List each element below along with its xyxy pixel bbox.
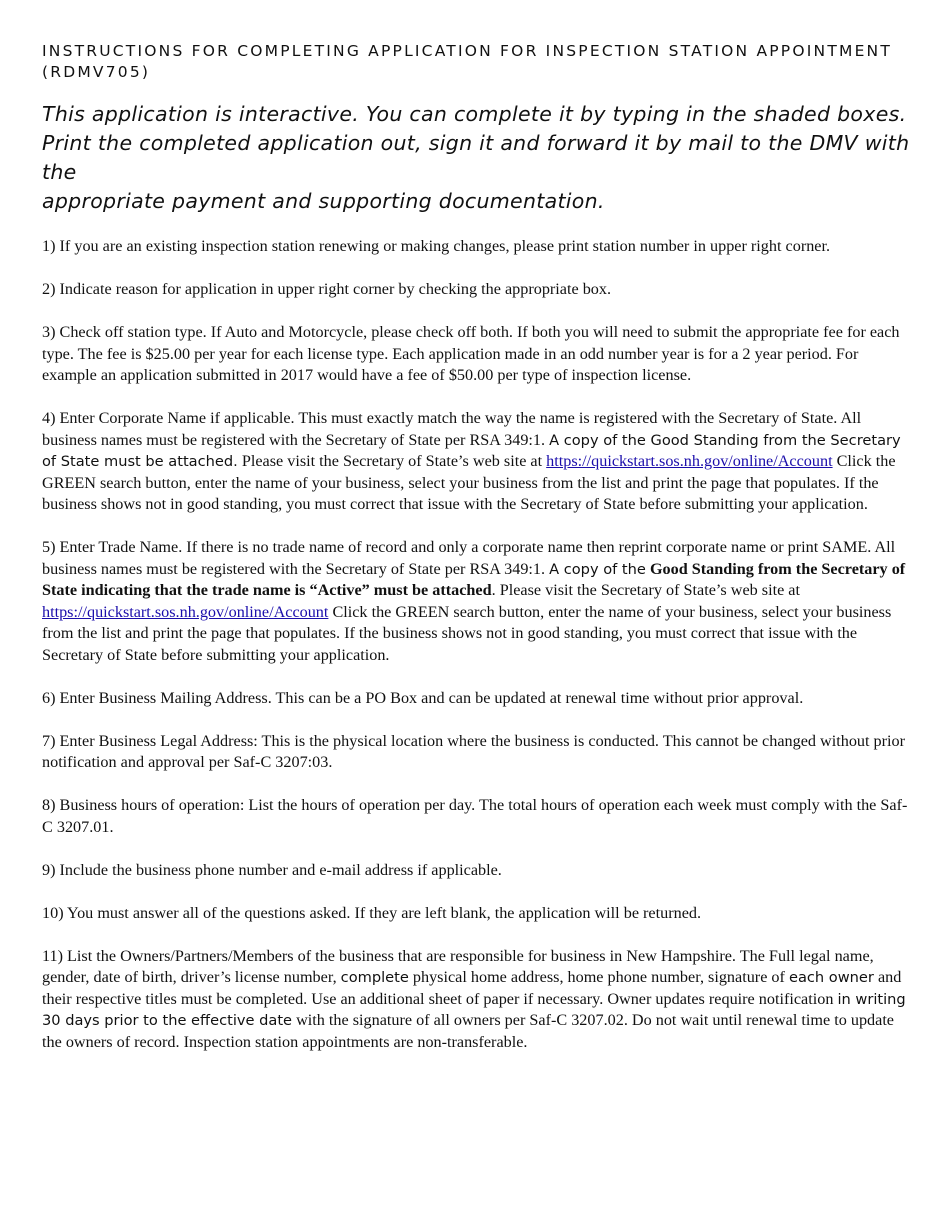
item-11-text-c: physical home address, home phone number, signature of xyxy=(408,968,789,986)
item-5-sos-link[interactable]: https://quickstart.sos.nh.gov/online/Account xyxy=(42,602,329,621)
instruction-item-5 xyxy=(42,537,914,666)
item-11-complete: complete xyxy=(340,969,409,986)
instruction-item-4 xyxy=(42,408,914,516)
item-5-bold-note: Good Standing from the Secretary of State indicating that the trade name is “Active” must be attached xyxy=(42,559,906,599)
item-4-text-a: 4) Enter Corporate Name if applicable. This must exactly match the way the name is registered with the Secretary of State. All business names must be registered with the Secretary of State per RSA 349:1. xyxy=(42,409,862,449)
item-5-text-a: 5) Enter Trade Name. If there is no trade name of record and only a corporate name then reprint corporate name or print SAME. All business names must be registered with the Secretary of State per RSA 349:1. xyxy=(42,538,896,578)
instruction-item-6: 6) Enter Business Mailing Address. This can be a PO Box and can be updated at renewal time without prior approval. xyxy=(42,688,804,707)
instruction-item-7: 7) Enter Business Legal Address: This is the physical location where the business is conducted. This cannot be changed without prior notification and approval per Saf-C 3207:03. xyxy=(42,731,906,771)
instruction-item-1: 1) If you are an existing inspection station renewing or making changes, please print station number in upper right corner. xyxy=(42,237,831,255)
document-title xyxy=(42,41,914,83)
title-line-2: (RDMV705) xyxy=(42,63,151,81)
item-4-text-d: Click the GREEN search button, enter the name of your business, select your business from the list and print the page that populates. If the business shows not in good standing, you must correct that issue with the Secretary of State before submitting your application. xyxy=(42,452,896,513)
item-5-text-d: . Please visit the Secretary of State’s web site at xyxy=(491,581,800,599)
item-11-text-g: with the signature of all owners per Saf-C 3207.02. Do not wait until renewal time to update the owners of record. Inspection station appointments are non-transferable. xyxy=(42,1011,894,1051)
item-4-good-standing-note: A copy of the Good Standing from the Secretary of State must be attached. xyxy=(42,431,901,470)
item-4-sos-link[interactable]: https://quickstart.sos.nh.gov/online/Account xyxy=(546,452,833,470)
instruction-list xyxy=(42,236,914,1053)
instruction-item-8: 8) Business hours of operation: List the hours of operation per day. The total hours of operation each week must comply with the Saf-C 3207.01. xyxy=(42,796,908,836)
item-11-in-writing: in writing 30 days prior to the effective date xyxy=(42,990,906,1029)
instruction-item-2: 2) Indicate reason for application in upper right corner by checking the appropriate box. xyxy=(42,280,612,298)
intro-line-2: Print the completed application out, sign it and forward it by mail to the DMV with the xyxy=(42,131,910,184)
title-line-1: INSTRUCTIONS FOR COMPLETING APPLICATION FOR INSPECTION STATION APPOINTMENT xyxy=(42,42,893,60)
item-5-text-e: Click the GREEN search button, enter the name of your business, select your business from the list and print the page that populates. If the business shows not in good standing, you must correct that issue with the Secretary of State before submitting your application. xyxy=(42,602,892,664)
intro-paragraph xyxy=(42,100,914,216)
instruction-item-9: 9) Include the business phone number and e-mail address if applicable. xyxy=(42,860,502,879)
item-11-each-owner: each owner xyxy=(788,969,874,986)
intro-line-3: appropriate payment and supporting documentation. xyxy=(42,189,605,213)
item-11-text-e: and their respective titles must be completed. Use an additional sheet of paper if necessary. Owner updates require notification xyxy=(42,968,902,1008)
instruction-item-3: 3) Check off station type. If Auto and Motorcycle, please check off both. If both you will need to submit the appropriate fee for each type. The fee is $25.00 per year for each license type. Each application made in an odd number year is for a 2 year period. For example an application submitted in 2017 would have a fee of $50.00 per type of inspection license. xyxy=(42,323,900,384)
instruction-item-11 xyxy=(42,946,914,1054)
item-4-text-c: Please visit the Secretary of State’s web site at xyxy=(237,452,547,470)
instruction-item-10: 10) You must answer all of the questions asked. If they are left blank, the application will be returned. xyxy=(42,903,702,922)
item-5-copy-of: A copy of the xyxy=(549,560,646,578)
intro-line-1: This application is interactive. You can complete it by typing in the shaded boxes. xyxy=(42,102,907,126)
item-11-text-a: 11) List the Owners/Partners/Members of the business that are responsible for business in New Hampshire. The Full legal name, gender, date of birth, driver’s license number, xyxy=(42,946,874,986)
